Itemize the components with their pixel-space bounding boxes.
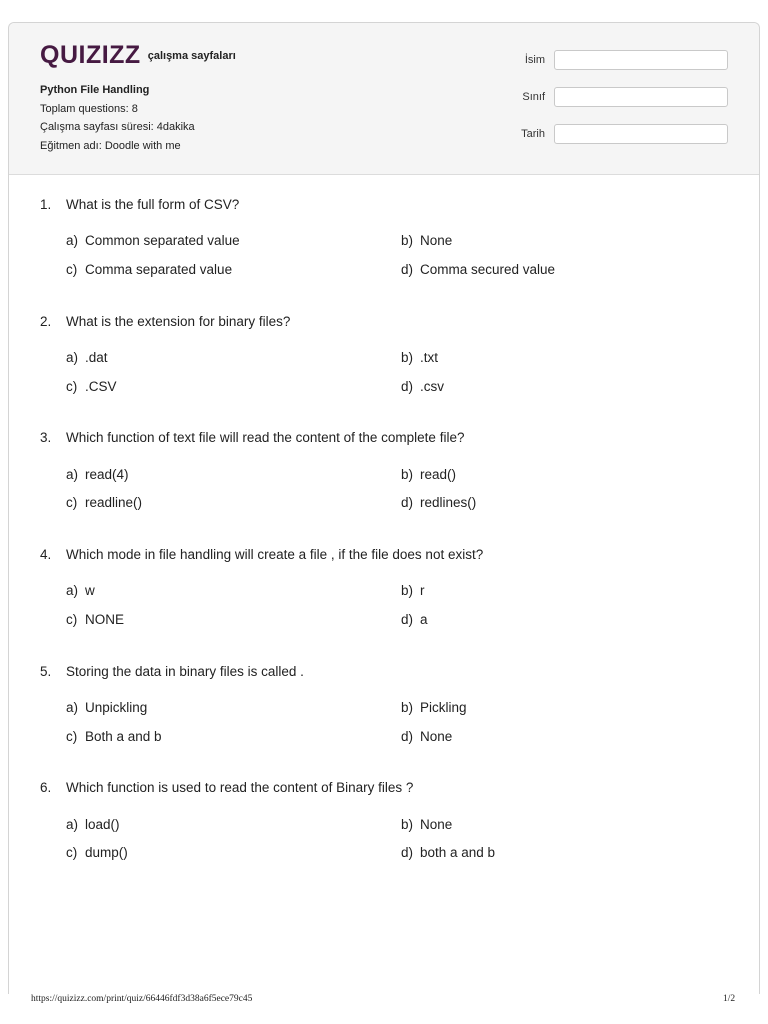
option-c: [66, 262, 232, 277]
option-a: [66, 583, 95, 598]
option-letter: d): [401, 379, 414, 394]
option-c: [66, 495, 142, 510]
question-text: Which function of text file will read the content of the complete file?: [66, 430, 465, 445]
option-text: .csv: [420, 379, 445, 394]
option-letter: a): [66, 817, 79, 832]
option-b: [401, 350, 438, 365]
question-text: Storing the data in binary files is called .: [66, 664, 304, 679]
total-questions: Toplam questions: 8: [40, 102, 138, 115]
option-a: [66, 350, 108, 365]
option-c: [66, 729, 162, 744]
option-text: Comma secured value: [420, 262, 556, 277]
date-label: Tarih: [521, 128, 545, 140]
question-number: 3.: [40, 430, 52, 445]
question-number: 2.: [40, 314, 52, 329]
option-letter: d): [401, 495, 414, 510]
option-text: dump(): [85, 845, 128, 860]
option-text: Common separated value: [85, 233, 240, 248]
option-text: .CSV: [85, 379, 117, 394]
question-text: What is the extension for binary files?: [66, 314, 291, 329]
name-label: İsim: [524, 54, 545, 66]
option-c: [66, 379, 117, 394]
option-letter: b): [401, 467, 414, 482]
class-input[interactable]: [554, 87, 728, 107]
quiz-meta: [40, 81, 195, 155]
date-input[interactable]: [554, 124, 728, 144]
option-letter: d): [401, 729, 414, 744]
option-a: [66, 700, 147, 715]
option-d: [401, 262, 555, 277]
option-a: [66, 467, 129, 482]
option-b: [401, 817, 452, 832]
option-b: [401, 467, 456, 482]
option-text: both a and b: [420, 845, 496, 860]
instructor-name: Eğitmen adı: Doodle with me: [40, 139, 181, 152]
option-a: [66, 233, 240, 248]
quizizz-logo: QUIZIZZ: [40, 41, 141, 69]
option-letter: d): [401, 845, 414, 860]
option-c: [66, 845, 128, 860]
option-text: None: [420, 817, 453, 832]
question-number: 6.: [40, 780, 52, 795]
option-d: [401, 729, 452, 744]
worksheet-sheet: [8, 22, 760, 994]
option-text: r: [420, 583, 425, 598]
option-text: Comma separated value: [85, 262, 233, 277]
option-text: None: [420, 233, 453, 248]
question-text: What is the full form of CSV?: [66, 197, 240, 212]
worksheet-header: [9, 23, 759, 175]
option-letter: c): [66, 729, 78, 744]
option-text: Unpickling: [85, 700, 148, 715]
option-b: [401, 700, 467, 715]
option-letter: c): [66, 379, 78, 394]
option-d: [401, 845, 495, 860]
name-input[interactable]: [554, 50, 728, 70]
option-a: [66, 817, 120, 832]
option-letter: a): [66, 700, 79, 715]
option-text: read(4): [85, 467, 129, 482]
option-letter: c): [66, 612, 78, 627]
question-number: 4.: [40, 547, 52, 562]
option-letter: b): [401, 817, 414, 832]
option-letter: d): [401, 612, 414, 627]
option-b: [401, 583, 425, 598]
brand-subtitle: çalışma sayfaları: [147, 49, 236, 62]
option-letter: b): [401, 700, 414, 715]
brand: [40, 43, 236, 68]
option-text: w: [85, 583, 95, 598]
option-d: [401, 495, 476, 510]
question-number: 1.: [40, 197, 52, 212]
option-text: None: [420, 729, 453, 744]
option-text: load(): [85, 817, 120, 832]
option-letter: d): [401, 262, 414, 277]
option-letter: a): [66, 233, 79, 248]
option-letter: c): [66, 262, 78, 277]
option-letter: b): [401, 583, 414, 598]
option-letter: c): [66, 495, 78, 510]
footer-url: https://quizizz.com/print/quiz/66446fdf3d38a6f5ece79c45: [31, 994, 253, 1004]
name-field-row: [505, 50, 728, 70]
option-letter: b): [401, 233, 414, 248]
quiz-title: Python File Handling: [40, 84, 150, 96]
option-letter: c): [66, 845, 78, 860]
option-text: read(): [420, 467, 457, 482]
option-letter: a): [66, 583, 79, 598]
option-text: Pickling: [420, 700, 467, 715]
class-field-row: [505, 87, 728, 107]
option-letter: a): [66, 467, 79, 482]
option-text: Both a and b: [85, 729, 162, 744]
option-d: [401, 612, 428, 627]
option-letter: a): [66, 350, 79, 365]
option-text: .txt: [420, 350, 439, 365]
page-number: 1/2: [723, 994, 736, 1004]
question-text: Which mode in file handling will create a file , if the file does not exist?: [66, 547, 484, 562]
option-text: redlines(): [420, 495, 477, 510]
option-text: NONE: [85, 612, 125, 627]
option-d: [401, 379, 444, 394]
option-letter: b): [401, 350, 414, 365]
option-text: a: [420, 612, 428, 627]
option-b: [401, 233, 452, 248]
option-text: readline(): [85, 495, 143, 510]
option-text: .dat: [85, 350, 108, 365]
option-c: [66, 612, 124, 627]
question-text: Which function is used to read the content of Binary files ?: [66, 780, 414, 795]
worksheet-duration: Çalışma sayfası süresi: 4dakika: [40, 121, 195, 133]
date-field-row: [505, 124, 728, 144]
class-label: Sınıf: [522, 91, 545, 103]
question-number: 5.: [40, 664, 52, 679]
